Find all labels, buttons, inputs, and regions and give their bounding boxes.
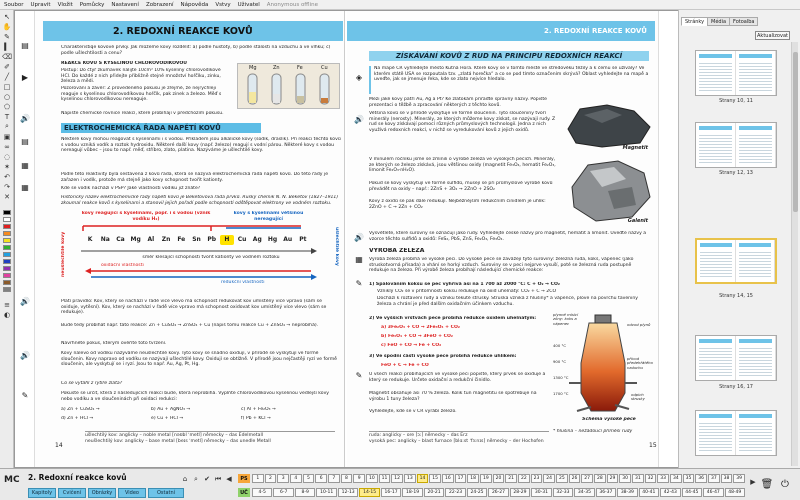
menu-item[interactable]: Upravit xyxy=(30,1,51,8)
tab-pictures[interactable]: Obrázky xyxy=(88,488,116,498)
page-number-button[interactable]: 6-7 xyxy=(273,488,293,497)
furnace-caption: Schéma vysoké pece xyxy=(582,417,636,422)
polygon-icon[interactable]: ⬠ xyxy=(3,102,11,111)
exit-icon[interactable]: ⏻ xyxy=(781,478,789,490)
right-page-icon-strip xyxy=(658,11,678,467)
right-page-title: 2. REDOXNÍ REAKCE KOVŮ xyxy=(544,27,647,35)
page-number-button[interactable]: 23 xyxy=(531,474,543,483)
tab-chapters[interactable]: Kapitoly xyxy=(28,488,56,498)
series-element: Pb xyxy=(207,236,217,243)
furnace-temp-1: 400 °C xyxy=(553,343,567,348)
ore-note: Na mapě ČR vyhledejte město Kutná Hora. Které kovy se v tomto městě ve středověku těžily a k čemu se užívaly? Ve kterém státě USA se rozpoutala tzv. „zlatá horečka“ a co se pod tímto označením skrývá? Oblast vyhledejte na mapě a uveďte, jak se jmenuje řeka, kde se zlato nejvíce hledalo. xyxy=(369,66,649,94)
experiment-task: Napište chemické rovnice reakcí, které probíhají v předchozím pokusu. xyxy=(61,111,224,116)
first-page-icon[interactable]: ⏮ xyxy=(214,474,222,483)
metal-label-fe: Fe xyxy=(297,65,303,71)
series-heading: ELEKTROCHEMICKÁ ŘADA NAPĚTÍ KOVŮ xyxy=(61,123,261,133)
audio-icon[interactable]: 🔊 xyxy=(354,233,364,242)
series-arrow-text: směr klesající schopnosti tvořit kationty ve vodném roztoku xyxy=(142,255,280,260)
page-number-button[interactable]: 8-9 xyxy=(295,488,315,497)
page-number-button[interactable]: 5 xyxy=(303,474,315,483)
bookmark-icon[interactable]: ✔ xyxy=(204,475,210,483)
furnace-label-input: plynné mísící zóny: koks a vápenec xyxy=(553,313,578,326)
left-page-icon-strip xyxy=(15,11,35,467)
ucebnice-badge[interactable]: UČ xyxy=(238,488,250,497)
shape-rect-icon[interactable]: □ xyxy=(3,82,11,91)
highlighter-icon[interactable]: ▍ xyxy=(4,42,10,51)
magnetit-image xyxy=(562,99,654,153)
series-element: H xyxy=(220,235,234,245)
left-page-title: 2. REDOXNÍ REAKCE KOVŮ xyxy=(113,25,253,37)
page-number-button[interactable]: 19 xyxy=(480,474,492,483)
menu-item[interactable]: Pomůcky xyxy=(79,1,105,8)
stamp-icon[interactable]: ✶ xyxy=(4,162,10,171)
series-axis-left: neušlechtilé kovy xyxy=(61,231,66,277)
ore-paragraph-5: Kovy z oxidů se pak dále redukují. Nejběžnějším redukčním činidlem je uhlík: 2ZnO + C → 2Zn + CO₂ xyxy=(369,199,546,210)
rule-paragraph-2: Bude tedy probíhat např. tato reakce: Zn + CuSO₄ → ZnSO₄ + Cu (napiš tomu reakce Cu + ZnSO₄ → neprobíhá). xyxy=(61,323,319,328)
menu-item[interactable]: Nápověda xyxy=(180,1,209,8)
equation-a: a) Zn + CuSO₄ → xyxy=(61,407,100,412)
presentation-icon[interactable]: ▤ xyxy=(21,137,29,146)
page-number-button[interactable]: 26 xyxy=(569,474,581,483)
video-icon[interactable]: ▶ xyxy=(21,73,29,82)
next-page-icon[interactable]: ▶ xyxy=(750,478,756,486)
tab-exercises[interactable]: Cvičení xyxy=(58,488,86,498)
series-element-row xyxy=(83,235,311,245)
experiment-observation: Pozorování a závěr: Z provedeného pokusu je zřejmé, že nejrychleji reaguje s kyselinou chlorovodíkovou hořčík, pak zinek a železo. Měď s kyselinou chlorovodíkovou nereaguje. xyxy=(61,86,222,103)
undo-icon[interactable]: ↶ xyxy=(4,172,10,181)
bottom-bar xyxy=(0,468,800,500)
textbook-spread xyxy=(14,10,678,468)
page-number-button[interactable]: 44-45 xyxy=(682,488,702,497)
color-green[interactable] xyxy=(3,245,11,250)
series-question: Kde se vodík nachází v PSP? Jaké vlastnosti vodíku již znáte? xyxy=(61,186,201,191)
color-red[interactable] xyxy=(3,224,11,229)
ore-heading: ZÍSKÁVÁNÍ KOVŮ Z RUD NA PRINCIPU REDOXNÍCH REAKCÍ xyxy=(369,51,649,61)
page-number-button[interactable]: 9 xyxy=(353,474,365,483)
furnace-label-gas: odvod plynů xyxy=(627,323,651,327)
ore-paragraph-1: Mezi jaké kovy patří Au, Ag a Pt? Ke zlatokám přiřaďte správný názvy. Popište prezentaci o těžbě a zpracování některých z těchto kovů. xyxy=(369,97,548,108)
series-element: K xyxy=(87,236,93,243)
page-number-button[interactable]: 21 xyxy=(505,474,517,483)
page-number-button[interactable]: 30 xyxy=(619,474,631,483)
page-number-button[interactable]: 38 xyxy=(721,474,733,483)
shape-circle-icon[interactable]: ○ xyxy=(3,92,11,101)
menu-item: Anonymous offline xyxy=(266,1,319,8)
series-paragraph-2: Podle této reaktivity byla sestavena z kovů řada, která se nazývá elektrochemická řada napětí kovů. Do této řady je zařazen i vodík, protože má stejně jako kovy schopnost tvořit kationty. xyxy=(61,172,329,183)
thumbnail-label: Strany 14, 15 xyxy=(719,293,753,299)
update-button[interactable]: Aktualizovat xyxy=(755,31,790,40)
series-oxidation-label: oxidační vlastnosti xyxy=(101,263,144,268)
thumbnail-label: Strany 10, 11 xyxy=(719,98,753,104)
menu-item[interactable]: Zobrazení xyxy=(145,1,174,8)
iron-paragraph-4: Vyhledejte, kde se v ČR vyrábí železo. xyxy=(369,409,457,414)
iron-step-1c: Dochází k roztavení rudy a vzniku tekuté strusky. Struska vzniká z hlušiny* a vápence, plove na povrchu taveniny železa a chrání je před dalším oxidačním účinkem vzduchu. xyxy=(377,296,638,307)
page-number-button[interactable]: 34-35 xyxy=(574,488,594,497)
series-left-label: kovy reagující s kyselinami, popř. i s vodou (vznik vodíku H₂) xyxy=(81,211,211,222)
page-number-button[interactable]: 10-11 xyxy=(316,488,336,497)
gallery-icon[interactable]: ▦ xyxy=(21,161,29,170)
galenit-rock xyxy=(562,157,654,227)
color-white[interactable] xyxy=(3,217,11,222)
brush-icon[interactable]: ✐ xyxy=(4,62,10,71)
series-element: Na xyxy=(100,236,110,243)
furnace-temp-4: 1700 °C xyxy=(553,391,569,396)
equation-f: f) Pb + KCl → xyxy=(241,416,271,421)
page-number-button[interactable]: 26-27 xyxy=(488,488,508,497)
page-number-button[interactable]: 6 xyxy=(315,474,327,483)
furnace-label-air: přívod předehřátého vzduchu xyxy=(627,357,653,370)
lasso-icon[interactable]: ◌ xyxy=(3,152,11,161)
ore-paragraph-6: Vysvětlete, které surovny se označují jako rudy. Vyhledejte české názvy pro magnetit, hematit a limonit. Uveďte názvy a vzorce těchto sulfidů a oxidů: FeS₂, PbS, ZnS, Fe₂O₃, Fe₃O₄. xyxy=(369,231,647,242)
page-number-button[interactable]: 13 xyxy=(404,474,416,483)
page-number-button[interactable]: 48-49 xyxy=(725,488,745,497)
thumbnail-pages-12-13[interactable] xyxy=(695,122,777,168)
arrow-icon[interactable]: ↖ xyxy=(4,12,10,21)
page-number-button[interactable]: 4 xyxy=(290,474,302,483)
trash-icon[interactable]: 🗑 xyxy=(760,478,774,490)
page-number-button[interactable]: 42-43 xyxy=(660,488,680,497)
blast-furnace-diagram xyxy=(553,313,657,425)
presentation-icon[interactable]: ▤ xyxy=(21,41,29,50)
hlusina-note: * hlušina – nežádoucí příměsi rudy xyxy=(553,429,633,434)
page-number-button[interactable]: 14-15 xyxy=(359,488,379,497)
ore-paragraph-2: Většina kovů se v přírodě vyskytuje ve formě sloučenin. Tyto sloučeniny tvoří minerály (nerosty). Minerály, ze kterých můžeme kovy získat, se nazývají rudy. Z rud se kovy získávají pomocí různých průmyslových technologií. Jedna z nich využívá redoxních reakcí, v nichž se vyredukování kovů z jejich oxidů. xyxy=(369,111,556,133)
page-number-button[interactable]: 2 xyxy=(265,474,277,483)
menu-item[interactable]: Nastavení xyxy=(111,1,139,8)
page-number-button[interactable]: 32 xyxy=(645,474,657,483)
series-element: Sn xyxy=(192,236,201,243)
color-cyan[interactable] xyxy=(3,252,11,257)
thumbnail-pages-14-15[interactable] xyxy=(695,238,777,284)
series-paragraph-1: Některé kovy mohou reagovat s kyselinami i s vodou. Příkladem jsou alkalické kovy (sodík, draslík). Při reakci těchto kovů s vodou vzniká vodík a roztok hydroxidu. Některé další kovy (např. železo) reagují s vodní párou. Některé kovy s vodou nereagují vůbec – jsou to např. měď, stříbro, zlato, platina. Nazýváme je ušlechtilé kovy. xyxy=(61,137,341,154)
thumbnail-label: Strany 12, 13 xyxy=(719,170,753,176)
audio-icon[interactable]: 🔊 xyxy=(354,115,364,124)
mc-logo: MC xyxy=(4,475,20,485)
experiment-heading: REAKCE KOVŮ S KYSELINOU CHLOROVODÍKOVOU xyxy=(61,61,188,66)
left-page-glossary: ušlechtilý kov: anglicky – noble metal [nəʊbl ˈmetl] německy – das Edelmetall neušlechtilý kov: anglicky – base metal [beɪs ˈmetl] německy – das unedle Metall xyxy=(85,431,335,445)
page-number-button[interactable]: 24 xyxy=(543,474,555,483)
menu-item[interactable]: Soubor xyxy=(4,1,24,8)
left-page-number: 14 xyxy=(55,442,63,449)
page-number-button[interactable]: 16 xyxy=(442,474,454,483)
page-number-button[interactable]: 27 xyxy=(581,474,593,483)
history-note: Historický název elektrochemické řady napětí kovů je Beketovova řada prvků. Ruský chemik N. N. Beketov (1827–1911) zkoumal reakce kovů s kyselinami a stanovil jejich pořadí podle schopnosti odštěpovat elektrony ve vodném roztoku. xyxy=(61,195,339,206)
eraser-icon[interactable]: ⌫ xyxy=(2,52,12,61)
page-number-button[interactable]: 36-37 xyxy=(596,488,616,497)
menu-item[interactable]: Uživatel xyxy=(237,1,260,8)
color-purple[interactable] xyxy=(3,266,11,271)
color-blue[interactable] xyxy=(3,259,11,264)
page-number-button[interactable]: 34 xyxy=(670,474,682,483)
page-number-button[interactable]: 22-23 xyxy=(445,488,465,497)
page-number-button[interactable]: 37 xyxy=(708,474,720,483)
page-number-button[interactable]: 28-29 xyxy=(510,488,530,497)
series-element: Cu xyxy=(237,236,247,243)
delete-icon[interactable]: ✕ xyxy=(4,192,10,201)
page-number-button[interactable]: 29 xyxy=(607,474,619,483)
equation-d: d) Zn + HCl → xyxy=(61,416,94,421)
page-number-button[interactable]: 15 xyxy=(429,474,441,483)
color-pink[interactable] xyxy=(3,273,11,278)
color-gray[interactable] xyxy=(3,287,11,292)
line-width-icon[interactable]: ≡ xyxy=(4,300,10,309)
home-icon[interactable]: ⌂ xyxy=(182,475,188,483)
iron-step-3: 3) Ve spodní části vysoké pece probíhá redukce uhlíkem: xyxy=(369,354,517,359)
tab-photoalbums[interactable]: Fotoalba xyxy=(729,17,758,26)
right-page-title-band xyxy=(347,21,655,41)
page-number-button[interactable]: 20 xyxy=(493,474,505,483)
page-number-button[interactable]: 31 xyxy=(632,474,644,483)
metal-label-zn: Zn xyxy=(273,65,280,71)
text-tool-icon[interactable]: T xyxy=(4,112,10,121)
page-number-button[interactable]: 4-5 xyxy=(252,488,272,497)
iron-reaction-c: c) FeO + CO → Fe + CO₂ xyxy=(381,343,442,348)
right-page-number: 15 xyxy=(649,442,657,449)
page-number-button[interactable]: 16-17 xyxy=(381,488,401,497)
series-arrows xyxy=(61,209,341,291)
zoom-icon[interactable]: ⌕ xyxy=(5,122,9,130)
color-orange[interactable] xyxy=(3,231,11,236)
color-yellow[interactable] xyxy=(3,238,11,243)
test-tubes-image xyxy=(237,63,340,109)
page-number-button[interactable]: 18 xyxy=(467,474,479,483)
page-number-button[interactable]: 1 xyxy=(252,474,264,483)
page-number-button[interactable]: 33 xyxy=(657,474,669,483)
series-element: Zn xyxy=(161,236,171,243)
document-title: 2. Redoxní reakce kovů xyxy=(28,473,127,482)
page-number-button[interactable]: 35 xyxy=(683,474,695,483)
iron-step-2: 2) Ve vyšších vrstvách pece probíhá redukce oxidem uhelnatým: xyxy=(369,316,537,321)
left-page-title-band xyxy=(43,21,343,41)
iron-reaction-a: a) 3Fe₂O₃ + CO → 2Fe₃O₄ + CO₂ xyxy=(381,325,460,330)
tool-palette xyxy=(0,10,14,468)
prev-page-icon[interactable]: ◀ xyxy=(226,475,232,483)
gallery-icon[interactable]: ▦ xyxy=(21,183,29,192)
audio-icon[interactable]: 🔊 xyxy=(20,114,30,123)
ore-paragraph-3: V minulém ročníku jsme se zmínili o výrobě železa ve vysokých pecích. Minerály, ze kterých se železo získává, jsou většinou oxidy (magnetit Fe₃O₄, hematit Fe₂O₃, limonit Fe₂O₃·nH₂O). xyxy=(369,157,556,174)
audio-icon[interactable]: 🔊 xyxy=(20,351,30,360)
series-element: Al xyxy=(147,236,155,243)
series-axis-right: ušlechtilé kovy xyxy=(334,227,339,266)
page-number-button[interactable]: 28 xyxy=(594,474,606,483)
furnace-temp-3: 1300 °C xyxy=(553,375,569,380)
menu-bar xyxy=(0,0,800,10)
tab-other[interactable]: Ostatní xyxy=(148,488,184,498)
scrollbar-thumb[interactable] xyxy=(793,52,798,212)
tab-media[interactable]: Média xyxy=(707,17,730,26)
link-icon[interactable]: ∞ xyxy=(4,142,10,151)
page-number-button[interactable]: 32-33 xyxy=(553,488,573,497)
page-number-button[interactable]: 40-41 xyxy=(639,488,659,497)
iron-step-1b: Vzniklý CO₂ se v přítomnosti koksu redukuje na oxid uhelnatý: CO₂ + C → 2CO xyxy=(377,289,557,294)
page-number-button[interactable]: 12-13 xyxy=(338,488,358,497)
rule-paragraph-1: Platí pravidlo: Kov, který se nachází v řadě více vlevo má schopnost redukovat kov umístěný více vpravo (sám se oxiduje, vytěsní). Kov, který se nachází v řadě více vpravo má schopnost oxidovat kov umístěný více vlevo (sám se redukuje). xyxy=(61,299,327,316)
page-number-button[interactable]: 11 xyxy=(379,474,391,483)
page-number-button[interactable]: 10 xyxy=(366,474,378,483)
page-number-button[interactable]: 39 xyxy=(733,474,745,483)
iron-paragraph-2: U všech reakcí probíhajících ve vysoké peci popište, který prvek se oxiduje a který se redukuje. Určete oxidační a redukční činidlo. xyxy=(369,372,546,383)
series-element: Mg xyxy=(130,236,141,243)
series-right-label: kovy s kyselinami většinou nereagující xyxy=(233,211,304,222)
page-number-button[interactable]: 22 xyxy=(518,474,530,483)
redo-icon[interactable]: ↷ xyxy=(4,182,10,191)
series-diagram xyxy=(61,209,341,291)
side-panel xyxy=(678,10,800,468)
side-panel-scrollbar[interactable] xyxy=(791,42,798,466)
furnace-label-slag: odpich strusky xyxy=(631,393,645,402)
furnace-temp-2: 900 °C xyxy=(553,359,567,364)
camera-icon[interactable]: ▣ xyxy=(3,132,11,141)
page-number-button[interactable]: 30-31 xyxy=(531,488,551,497)
gallery-icon[interactable]: ▦ xyxy=(355,255,363,264)
thumbnail-pages-10-11[interactable] xyxy=(695,50,777,96)
equation-e: e) Cu + HCl → xyxy=(151,416,184,421)
page-number-button[interactable]: 24-25 xyxy=(467,488,487,497)
menu-item[interactable]: Vložit xyxy=(57,1,73,8)
iron-heading: VÝROBA ŽELEZA xyxy=(369,248,425,254)
metal-label-mg: Mg xyxy=(249,65,257,71)
shape-line-icon[interactable]: ╱ xyxy=(4,72,10,81)
audio-icon[interactable]: 🔊 xyxy=(20,297,30,306)
tab-video[interactable]: Video xyxy=(118,488,146,498)
ore-paragraph-4: Pokud se kovy vyskytují ve formě sulfidů, musejí se při průmyslové výrobě kovů převádět na oxidy – např.: 2ZnS + 3O₂ → 2ZnO + 2SO₂ xyxy=(369,181,553,192)
color-brown[interactable] xyxy=(3,280,11,285)
iron-paragraph-3: Magnetit obsahuje asi 70 % železa. Kolik tun magnetitu se spotřebuje na výrobu 1 tuny železa? xyxy=(369,391,537,402)
search-icon[interactable]: ⌕ xyxy=(194,474,198,483)
galenit-caption: Galenit xyxy=(627,218,648,224)
thumbnail-pages-18-19[interactable] xyxy=(695,410,777,456)
page-number-button[interactable]: 3 xyxy=(277,474,289,483)
series-element: Ag xyxy=(252,236,262,243)
intro-question: Charakteristiqe kovové prvky. Jak můžeme kovy rozdělit: a) podle hustoty, b) podle stálosti na vzduchu a ve vlhku; c) podle ušlechtilosti a cenu? xyxy=(61,45,331,56)
equation-b: b) Au + AgNO₃ → xyxy=(151,407,191,412)
pracovni-sesit-badge[interactable]: PS xyxy=(238,474,250,483)
exercise-icon[interactable]: ✎ xyxy=(355,371,363,380)
iron-reaction-b: b) Fe₃O₄ + CO → 3FeO + CO₂ xyxy=(381,334,453,339)
page-number-button[interactable]: 14 xyxy=(417,474,429,483)
question-2: Co se vytáhl z rytíře zlata? xyxy=(61,381,123,386)
page-number-button[interactable]: 25 xyxy=(556,474,568,483)
hand-icon[interactable]: ✋ xyxy=(2,22,12,31)
page-number-button[interactable]: 17 xyxy=(455,474,467,483)
right-page-glossary: ruda: anglicky – ore [ɔː] německy – das Erz vysoká pec: anglicky – blast furnace [blɑːst ˈfɜːnɪs] německy – der Hochofen xyxy=(369,431,549,445)
page-number-button[interactable]: 12 xyxy=(391,474,403,483)
page-number-button[interactable]: 38-39 xyxy=(617,488,637,497)
palette-icon[interactable]: ◐ xyxy=(3,310,11,319)
rule-paragraph-4: Kovy nalevo od vodíku nazýváme neušlechtilé kovy. Tyto kovy se snadno oxidují, v přírodě se vyskytují ve formě sloučenin. Kovy napravo od vodíku se nazývají ušlechtilé kovy. Oxidují se obtížně. V přírodě jsou nejčastěji ryzí ve formě sloučenin, ale vyskytují se i ryzí. Jsou to např. Au, Ag, Pt, Hg. xyxy=(61,351,337,368)
task-2: Pokuste se určit, která z následujících reakcí bude, která neprobíhá. Vyplňte chlorovodíkovou kyselinou vedlejší kovy nebo vodíku a ve sloučeninách při oxidaci redukci: xyxy=(61,391,330,402)
series-element: Ca xyxy=(116,236,125,243)
page-number-button[interactable]: 20-21 xyxy=(424,488,444,497)
series-reduction-label: redukční vlastnosti xyxy=(221,280,265,285)
color-black[interactable] xyxy=(3,210,11,215)
page-number-button[interactable]: 36 xyxy=(695,474,707,483)
iron-step-1: 1) Spalováním koksu se pec vyhřívá asi na 1 700 až 2000 °C: C + O₂ → CO₂ xyxy=(369,282,560,287)
series-element: Au xyxy=(283,236,293,243)
exercise-icon[interactable]: ✎ xyxy=(21,391,29,400)
right-page xyxy=(347,11,678,467)
page-number-button[interactable]: 18-19 xyxy=(402,488,422,497)
map-icon[interactable]: ◈ xyxy=(355,73,363,82)
galenit-image xyxy=(562,157,654,227)
thumbnail-pages-16-17[interactable] xyxy=(695,335,777,381)
left-page xyxy=(15,11,345,467)
magnetit-caption: Magnetit xyxy=(622,145,648,151)
exercise-icon[interactable]: ✎ xyxy=(355,279,363,288)
series-element: Hg xyxy=(267,236,278,243)
thumbnail-label: Strany 16, 17 xyxy=(719,384,753,390)
series-element: Pt xyxy=(299,236,307,243)
page-number-button[interactable]: 7 xyxy=(328,474,340,483)
tab-pages[interactable]: Stránky xyxy=(681,17,708,26)
page-number-button[interactable]: 46-47 xyxy=(703,488,723,497)
menu-item[interactable]: Vstvy xyxy=(215,1,231,8)
metal-label-cu: Cu xyxy=(321,65,328,71)
experiment-procedure: Postup: Do čtyř zkumavek nalijte 10cm³ 10% kyseliny chlorovodíkové HCl. Do každé z nich přidejte přibližně stejné množství hořčíku, zinku, železa a mědi. xyxy=(61,68,221,85)
page-number-button[interactable]: 8 xyxy=(341,474,353,483)
series-element: Fe xyxy=(177,236,186,243)
rule-paragraph-3: Navrhněte pokus, kterým ověříte toto tvrzení. xyxy=(61,341,167,346)
equation-c: c) Al + Fe₂O₃ → xyxy=(241,407,276,412)
iron-reaction-d: FeO + C → Fe + CO xyxy=(381,363,429,368)
iron-paragraph-1: Výroba železa probíhá ve vysoké peci. Do vysoké pece se zavážejí tyto suroviny: železná ruda, koks, vápenec (jako struskotvorná přísada) a vhání se horký vzduch. Suroviny se v peci nejprve vysuší, poté se železná ruda postupně redukuje na železo. Při výrobě železa probíhají následující chemické reakce: xyxy=(369,257,634,274)
pen-icon[interactable]: ✎ xyxy=(4,32,10,41)
